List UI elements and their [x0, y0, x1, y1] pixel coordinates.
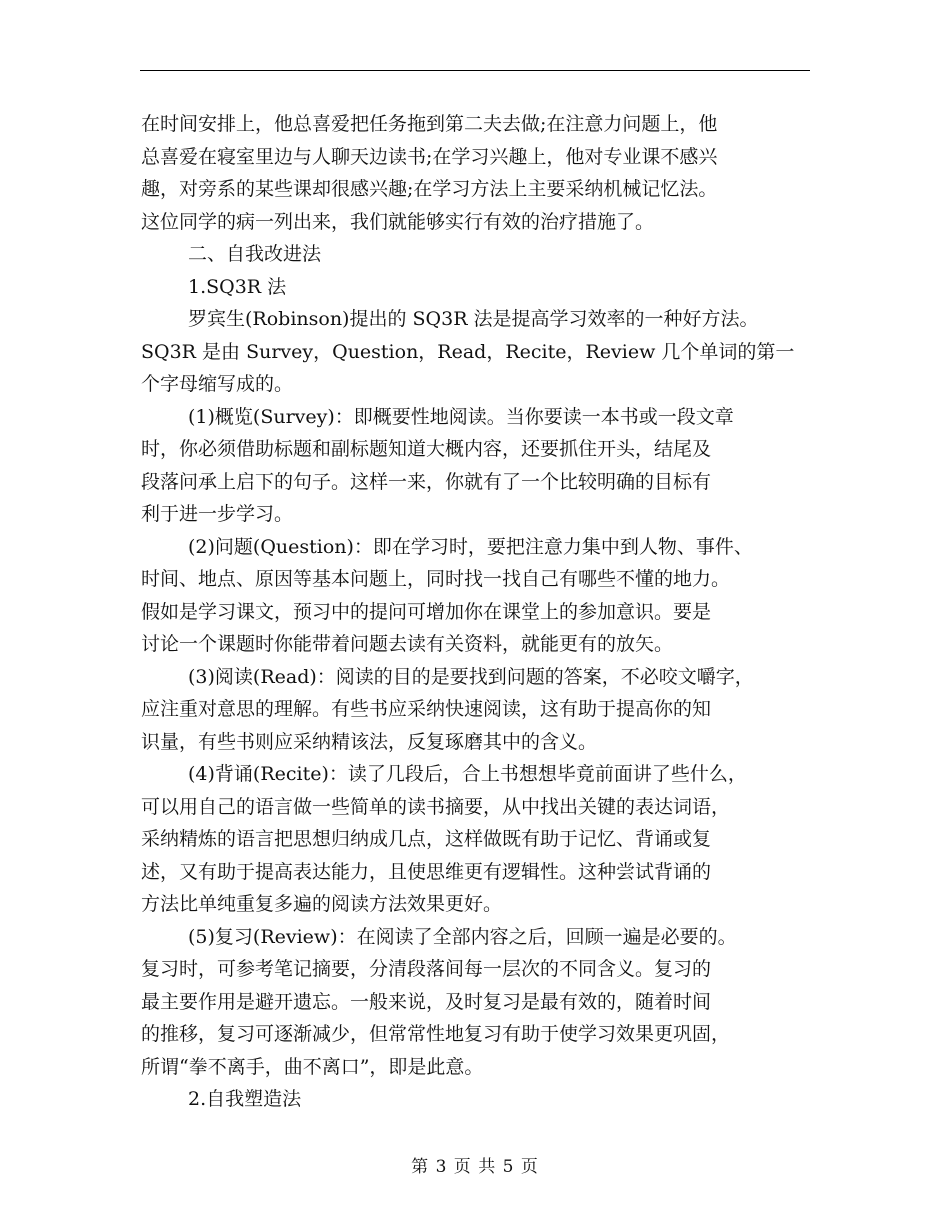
text-line: 利于进一步学习。: [141, 503, 294, 525]
text-line: 时间、地点、原因等基本问题上，同时找一找自己有哪些不懂的地力。: [141, 568, 731, 590]
text-line: (5)复习(Review)：在阅读了全部内容之后，回顾一遍是必要的。: [188, 925, 737, 948]
text-line: 讨论一个课题时你能带着问题去读有关资料，就能更有的放矢。: [141, 633, 674, 655]
subsection-heading: 1.SQ3R 法: [188, 275, 287, 298]
text-line: 的推移，复习可逐渐减少，但常常性地复习有助于使学习效果更巩固，: [141, 1023, 731, 1045]
text-line: 所谓“拳不离手，曲不离口”，即是此意。: [141, 1055, 484, 1078]
text-line: 方法比单纯重复多遍的阅读方法效果更好。: [141, 893, 503, 915]
text-line: 采纳精炼的语言把思想归纳成几点，这样做既有助于记忆、背诵或复: [141, 828, 712, 850]
text-line: (4)背诵(Recite)：读了几段后，合上书想想毕竟前面讲了些什么，: [188, 763, 747, 785]
text-line: 最主要作用是避开遗忘。一般来说，及时复习是最有效的，随着时间: [141, 990, 712, 1013]
text-line: 总喜爱在寝室里边与人聊天边读书;在学习兴趣上，他对专业课不感兴: [141, 145, 718, 168]
text-line: 段落问承上启下的句子。这样一来，你就有了一个比较明确的目标有: [141, 470, 712, 493]
section-heading: 二、自我改进法: [188, 243, 322, 265]
page-footer: 第 3 页 共 5 页: [411, 1157, 539, 1177]
text-line: 复习时，可参考笔记摘要，分清段落间每一层次的不同含义。复习的: [141, 958, 712, 980]
text-line: 时，你必须借助标题和副标题知道大概内容，还要抓住开头，结尾及: [141, 438, 712, 460]
text-line: 假如是学习课文，预习中的提问可增加你在课堂上的参加意识。要是: [141, 600, 712, 623]
text-line: 这位同学的病一列出来，我们就能够实行有效的治疗措施了。: [141, 210, 655, 233]
text-line: 应注重对意思的理解。有些书应采纳快速阅读，这有助于提高你的知: [141, 698, 712, 720]
text-line: (1)概览(Survey)：即概要性地阅读。当你要读一本书或一段文章: [188, 405, 734, 428]
text-line: 个字母缩写成的。: [141, 373, 294, 395]
text-line: (2)问题(Question)：即在学习时，要把注意力集中到人物、事件、: [188, 535, 753, 558]
text-line: 述，又有助于提高表达能力，且使思维更有逻辑性。这种尝试背诵的: [141, 860, 712, 883]
text-line: 可以用自己的语言做一些简单的读书摘要，从中找出关键的表达词语，: [141, 795, 731, 818]
text-line: (3)阅读(Read)：阅读的目的是要找到问题的答案，不必咬文嚼字，: [188, 665, 754, 688]
text-line: 罗宾生(Robinson)提出的 SQ3R 法是提高学习效率的一种好方法。: [188, 308, 759, 330]
text-line: 趣，对旁系的某些课却很感兴趣;在学习方法上主要采纳机械记忆法。: [141, 178, 718, 200]
text-line: 在时间安排上，他总喜爱把任务拖到第二夫去做;在注意力问题上，他: [141, 113, 718, 135]
text-line: SQ3R 是由 Survey，Question，Read，Recite，Review 几个单词的第一: [141, 340, 795, 363]
text-line: 识量，有些书则应采纳精该法，反复琢磨其中的含义。: [141, 730, 598, 753]
body-text: [141, 108, 813, 1116]
subsection-heading: 2.自我塑造法: [188, 1088, 302, 1110]
header-rule: [140, 70, 810, 71]
